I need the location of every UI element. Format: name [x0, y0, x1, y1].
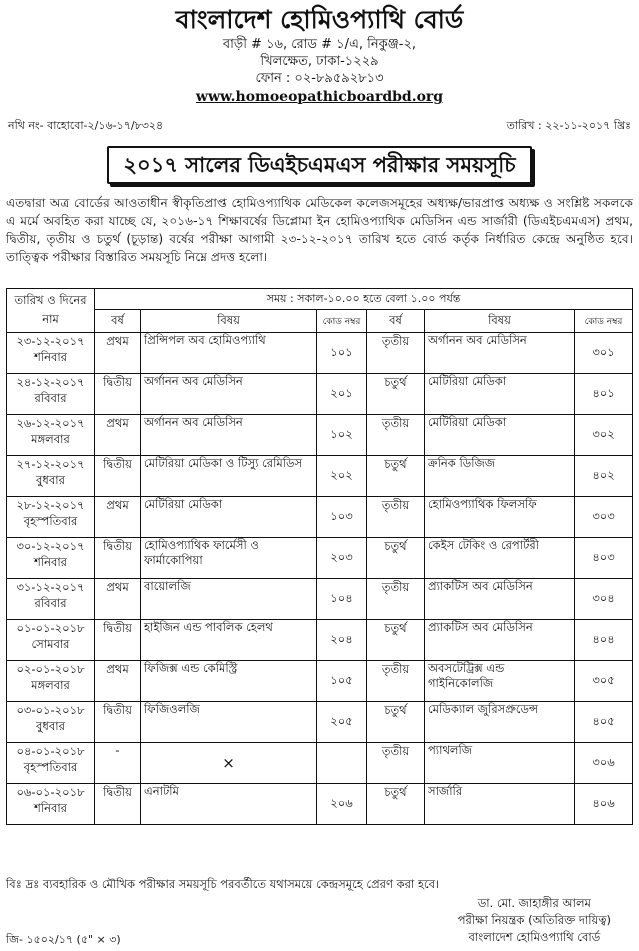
signatory-name: ডা. মো. জাহাঙ্গীর আলম [477, 896, 591, 910]
exam-day: শনিবার [33, 555, 68, 569]
table-row [7, 579, 633, 620]
date-cell [7, 497, 95, 538]
code-cell: ২০৫ [317, 702, 367, 743]
subject-cell: ফিজিওলজি [141, 702, 317, 743]
subject-cell: প্র্যাকটিস অব মেডিসিন [425, 620, 575, 661]
code-cell: ১০৫ [317, 661, 367, 702]
code-cell: ৪০২ [575, 456, 633, 497]
exam-date: ০৬-০১-২০১৮ [16, 785, 85, 799]
issue-date: তারিখ : ২২-১১-২০১৭ খ্রিঃ [506, 119, 631, 132]
code-cell: ৩০২ [575, 415, 633, 456]
code-cell: ৩০৬ [575, 743, 633, 784]
code-cell: ৪০৬ [575, 784, 633, 825]
date-column-header: তারিখ ও দিনের নাম [7, 289, 95, 333]
table-row [7, 743, 633, 784]
exam-day: মঙ্গলবার [31, 678, 70, 692]
year-cell: প্রথম [95, 497, 141, 538]
code-cell [317, 743, 367, 784]
exam-date: ২৪-১২-২০১৭ [16, 375, 85, 389]
year-cell: তৃতীয় [367, 497, 425, 538]
date-cell [7, 702, 95, 743]
year-cell: দ্বিতীয় [95, 538, 141, 579]
subject-cell: প্রিন্সিপল অব হোমিওপ্যাথি [141, 333, 317, 374]
date-cell [7, 374, 95, 415]
date-cell [7, 784, 95, 825]
year-cell: দ্বিতীয় [95, 456, 141, 497]
date-cell [7, 743, 95, 784]
exam-day: সোমবার [31, 637, 70, 651]
table-row [7, 620, 633, 661]
year-cell: দ্বিতীয় [95, 620, 141, 661]
year-cell: তৃতীয় [367, 661, 425, 702]
exam-date: ০৩-০১-২০১৮ [16, 703, 85, 717]
date-cell [7, 333, 95, 374]
year-cell: তৃতীয় [367, 333, 425, 374]
subject-cell: ক্রনিক ডিজিজ [425, 456, 575, 497]
code-cell: ২০১ [317, 374, 367, 415]
subject-cell: অর্গানন অব মেডিসিন [141, 415, 317, 456]
print-memo: জি- ১৫০২/১৭ (৫" × ৩) [6, 933, 121, 946]
subject-cell: কেইস টেকিং ও রেপার্টরী [425, 538, 575, 579]
exam-date: ২৭-১২-২০১৭ [16, 457, 85, 471]
exam-day: বৃহস্পতিবার [23, 514, 78, 528]
code-cell: ২০৩ [317, 538, 367, 579]
code-cell: ৩০৫ [575, 661, 633, 702]
year-cell: তৃতীয় [367, 415, 425, 456]
table-row [7, 374, 633, 415]
table-row [7, 415, 633, 456]
date-cell [7, 538, 95, 579]
exam-date: ৩০-১২-২০১৭ [16, 539, 85, 553]
code-cell: ৪০৫ [575, 702, 633, 743]
subject-cell: হাইজিন এন্ড পাবলিক হেলথ [141, 620, 317, 661]
exam-date: ২৬-১২-২০১৭ [16, 416, 85, 430]
date-cell [7, 661, 95, 702]
year-cell: দ্বিতীয় [95, 702, 141, 743]
subject-cell: অর্গানন অব মেডিসিন [141, 374, 317, 415]
table-row [7, 497, 633, 538]
schedule-title: ২০১৭ সালের ডিএইচএমএস পরীক্ষার সময়সূচি [107, 146, 531, 184]
code-cell: ১০৩ [317, 497, 367, 538]
code-cell: ১০২ [317, 415, 367, 456]
footer-note: বিঃ দ্রঃ ব্যবহারিক ও মৌখিক পরীক্ষার সময়সূচি পরবর্তীতে যথাসময়ে কেন্দ্রসমূহে প্রেরণ করা হবে। [6, 877, 440, 891]
exam-day: মঙ্গলবার [31, 432, 70, 446]
year-cell: তৃতীয় [367, 579, 425, 620]
subject-cell: সার্জারি [425, 784, 575, 825]
exam-date: ২৮-১২-২০১৭ [16, 498, 85, 512]
year-cell: চতুর্থ [367, 702, 425, 743]
year-cell: চতুর্থ [367, 620, 425, 661]
year-cell: প্রথম [95, 333, 141, 374]
code-header: কোড নম্বর [317, 310, 367, 333]
subject-header: বিষয় [425, 310, 575, 333]
intro-paragraph: এতদ্বারা অত্র বোর্ডের আওতাধীন স্বীকৃতিপ্রাপ্ত হোমিওপ্যাথিক মেডিকেল কলেজসমূহের অধ্যক্ষ/ভারপ্রাপ্ত অধ্যক্ষ ও সংশ্লিষ্ট সকলকে এ মর্মে অবহিত করা যাচ্ছে যে, ২০১৬-১৭ শিক্ষাবর্ষের ডিপ্লোমা ইন হোমিওপ্যাথিক মেডিসিন এন্ড সার্জারী (ডিএইচএমএস) প্রথম, দ্বিতীয়, তৃতীয় ও চতুর্থ (চূড়ান্ত) বর্ষের পরীক্ষা আগামী ২৩-১২-২০১৭ তারিখ হতে বোর্ড কর্তৃক নির্ধারিত কেন্দ্রে অনুষ্ঠিত হবে। তাত্ত্বিক পরীক্ষার বিস্তারিত সময়সূচি নিম্নে প্রদত্ত হলো। [6, 196, 633, 264]
subject-header: বিষয় [141, 310, 317, 333]
table-row [7, 661, 633, 702]
exam-schedule-table [6, 288, 633, 825]
letterhead [0, 0, 639, 107]
subject-cell: ফিজিক্স এন্ড কেমিস্ট্রি [141, 661, 317, 702]
subject-cell: অবসটেট্রিক্স এন্ড গাইনিকোলজি [425, 661, 575, 702]
date-cell [7, 415, 95, 456]
reference-row [0, 117, 639, 136]
subject-cell: অর্গানন অব মেডিসিন [425, 333, 575, 374]
year-cell: প্রথম [95, 661, 141, 702]
exam-day: রবিবার [34, 391, 67, 405]
table-row [7, 456, 633, 497]
time-header: সময় : সকাল-১০.০০ হতে বেলা ১.০০ পর্যন্ত [95, 289, 633, 310]
date-cell [7, 620, 95, 661]
subject-cell: এনাটমি [141, 784, 317, 825]
year-cell: চতুর্থ [367, 538, 425, 579]
subject-cell: মেটিরিয়া মেডিকা [425, 374, 575, 415]
exam-day: বৃহস্পতিবার [23, 760, 78, 774]
website-link[interactable]: www.homoeopathicboardbd.org [195, 89, 444, 105]
signatory-designation: পরীক্ষা নিয়ন্ত্রক (অতিরিক্ত দায়িত্ব) [457, 913, 611, 927]
year-cell: চতুর্থ [367, 456, 425, 497]
exam-day: শনিবার [33, 350, 68, 364]
year-cell: দ্বিতীয় [95, 784, 141, 825]
subject-cell: মেটিরিয়া মেডিকা [425, 415, 575, 456]
exam-day: শনিবার [33, 801, 68, 815]
memo-number: নথি নং- বাহোবো-২/১৬-১৭/৮৩২৪ [8, 119, 164, 132]
year-cell: তৃতীয় [367, 743, 425, 784]
subject-cell: × [141, 743, 317, 784]
subject-cell: হোমিওপ্যাথিক ফিলসফি [425, 497, 575, 538]
org-title: বাংলাদেশ হোমিওপ্যাথি বোর্ড [175, 5, 464, 34]
subject-cell: বায়োলজি [141, 579, 317, 620]
date-cell [7, 456, 95, 497]
year-cell: চতুর্থ [367, 784, 425, 825]
code-cell: ৩০৩ [575, 497, 633, 538]
year-header: বর্ষ [95, 310, 141, 333]
date-cell [7, 579, 95, 620]
code-cell: ১০১ [317, 333, 367, 374]
signatory-organization: বাংলাদেশ হোমিওপ্যাথি বোর্ড [468, 930, 601, 944]
phone-number: ফোন : ০২-৮৯৫৯২৮১৩ [255, 71, 384, 86]
exam-day: বুধবার [36, 473, 65, 487]
year-header: বর্ষ [367, 310, 425, 333]
exam-date: ০১-০১-২০১৮ [16, 621, 85, 635]
code-cell: ৩০১ [575, 333, 633, 374]
exam-date: ২৩-১২-২০১৭ [16, 334, 85, 348]
table-row [7, 702, 633, 743]
year-cell: - [95, 743, 141, 784]
year-cell: দ্বিতীয় [95, 374, 141, 415]
code-cell: ১০৪ [317, 579, 367, 620]
address-line-2: খিলক্ষেত, ঢাকা-১২২৯ [260, 54, 379, 69]
address-line-1: বাড়ী # ১৬, রোড # ১/এ, নিকুঞ্জ-২, [222, 37, 417, 52]
code-cell: ৪০৪ [575, 620, 633, 661]
year-cell: প্রথম [95, 579, 141, 620]
signature-block [458, 895, 611, 946]
table-row [7, 538, 633, 579]
year-cell: চতুর্থ [367, 374, 425, 415]
code-cell: ২০২ [317, 456, 367, 497]
exam-date: ০৪-০১-২০১৮ [16, 744, 85, 758]
code-cell: ৪০৩ [575, 538, 633, 579]
subject-cell: মেডিক্যাল জুরিসপ্রুডেন্স [425, 702, 575, 743]
table-row [7, 784, 633, 825]
subject-cell: হোমিওপ্যাথিক ফার্মেসী ও ফার্মাকোপিয়া [141, 538, 317, 579]
exam-date: ০২-০১-২০১৮ [16, 662, 85, 676]
year-cell: প্রথম [95, 415, 141, 456]
exam-date: ৩১-১২-২০১৭ [16, 580, 85, 594]
code-cell: ২০৬ [317, 784, 367, 825]
code-header: কোড নম্বর [575, 310, 633, 333]
subject-cell: মেটিরিয়া মেডিকা [141, 497, 317, 538]
subject-cell: মেটিরিয়া মেডিকা ও টিস্যু রেমিডিস [141, 456, 317, 497]
code-cell: ৩০৪ [575, 579, 633, 620]
exam-day: রবিবার [34, 596, 67, 610]
exam-day: বুধবার [36, 719, 65, 733]
subject-cell: প্র্যাকটিস অব মেডিসিন [425, 579, 575, 620]
table-row [7, 333, 633, 374]
code-cell: ৪০১ [575, 374, 633, 415]
code-cell: ২০৪ [317, 620, 367, 661]
subject-cell: প্যাথলজি [425, 743, 575, 784]
